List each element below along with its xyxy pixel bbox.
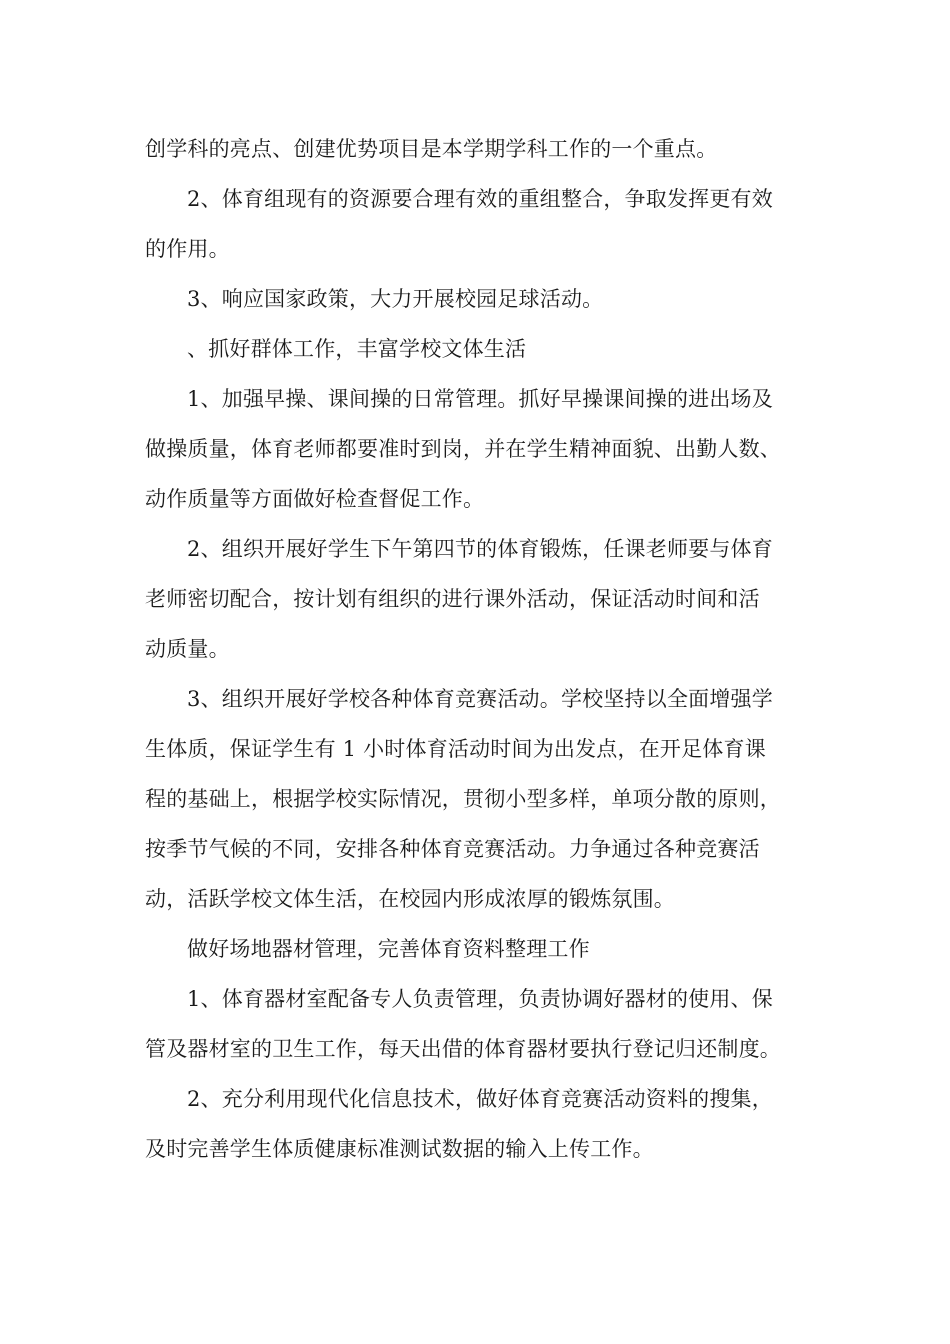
paragraph [145, 524, 835, 674]
text-line: 1、加强早操、课间操的日常管理。抓好早操课间操的进出场及 [187, 387, 773, 411]
text-line: 2、组织开展好学生下午第四节的体育锻炼，任课老师要与体育 [187, 537, 773, 561]
paragraph [145, 324, 835, 374]
text-line: 2、充分利用现代化信息技术，做好体育竞赛活动资料的搜集， [187, 1087, 773, 1111]
text-line: 动，活跃学校文体生活，在校园内形成浓厚的锻炼氛围。 [145, 887, 675, 911]
paragraph [145, 674, 835, 924]
paragraph [145, 374, 835, 524]
text-line: 创学科的亮点、创建优势项目是本学期学科工作的一个重点。 [145, 137, 718, 161]
paragraph [145, 1074, 835, 1174]
text-line: 做操质量，体育老师都要准时到岗，并在学生精神面貌、出勤人数、 [145, 437, 781, 461]
text-line: 1、体育器材室配备专人负责管理，负责协调好器材的使用、保 [187, 987, 773, 1011]
text-line: 3、响应国家政策，大力开展校园足球活动。 [187, 287, 604, 311]
text-line: 的作用。 [145, 237, 230, 261]
text-line: 生体质，保证学生有 1 小时体育活动时间为出发点，在开足体育课 [145, 737, 766, 761]
text-line: 做好场地器材管理，完善体育资料整理工作 [187, 937, 590, 961]
text-line: 动质量。 [145, 637, 230, 661]
paragraph [145, 124, 835, 174]
document-body [145, 124, 835, 1174]
text-line: 程的基础上，根据学校实际情况，贯彻小型多样，单项分散的原则， [145, 787, 781, 811]
paragraph [145, 274, 835, 324]
paragraph [145, 974, 835, 1074]
paragraph [145, 174, 835, 274]
text-line: 老师密切配合，按计划有组织的进行课外活动，保证活动时间和活 [145, 587, 760, 611]
paragraph [145, 924, 835, 974]
text-line: 动作质量等方面做好检查督促工作。 [145, 487, 485, 511]
text-line: 管及器材室的卫生工作，每天出借的体育器材要执行登记归还制度。 [145, 1037, 781, 1061]
text-line: 、抓好群体工作，丰富学校文体生活 [187, 337, 527, 361]
text-line: 及时完善学生体质健康标准测试数据的输入上传工作。 [145, 1137, 654, 1161]
text-line: 按季节气候的不同，安排各种体育竞赛活动。力争通过各种竞赛活 [145, 837, 760, 861]
text-line: 3、组织开展好学校各种体育竞赛活动。学校坚持以全面增强学 [187, 687, 773, 711]
text-line: 2、体育组现有的资源要合理有效的重组整合，争取发挥更有效 [187, 187, 773, 211]
